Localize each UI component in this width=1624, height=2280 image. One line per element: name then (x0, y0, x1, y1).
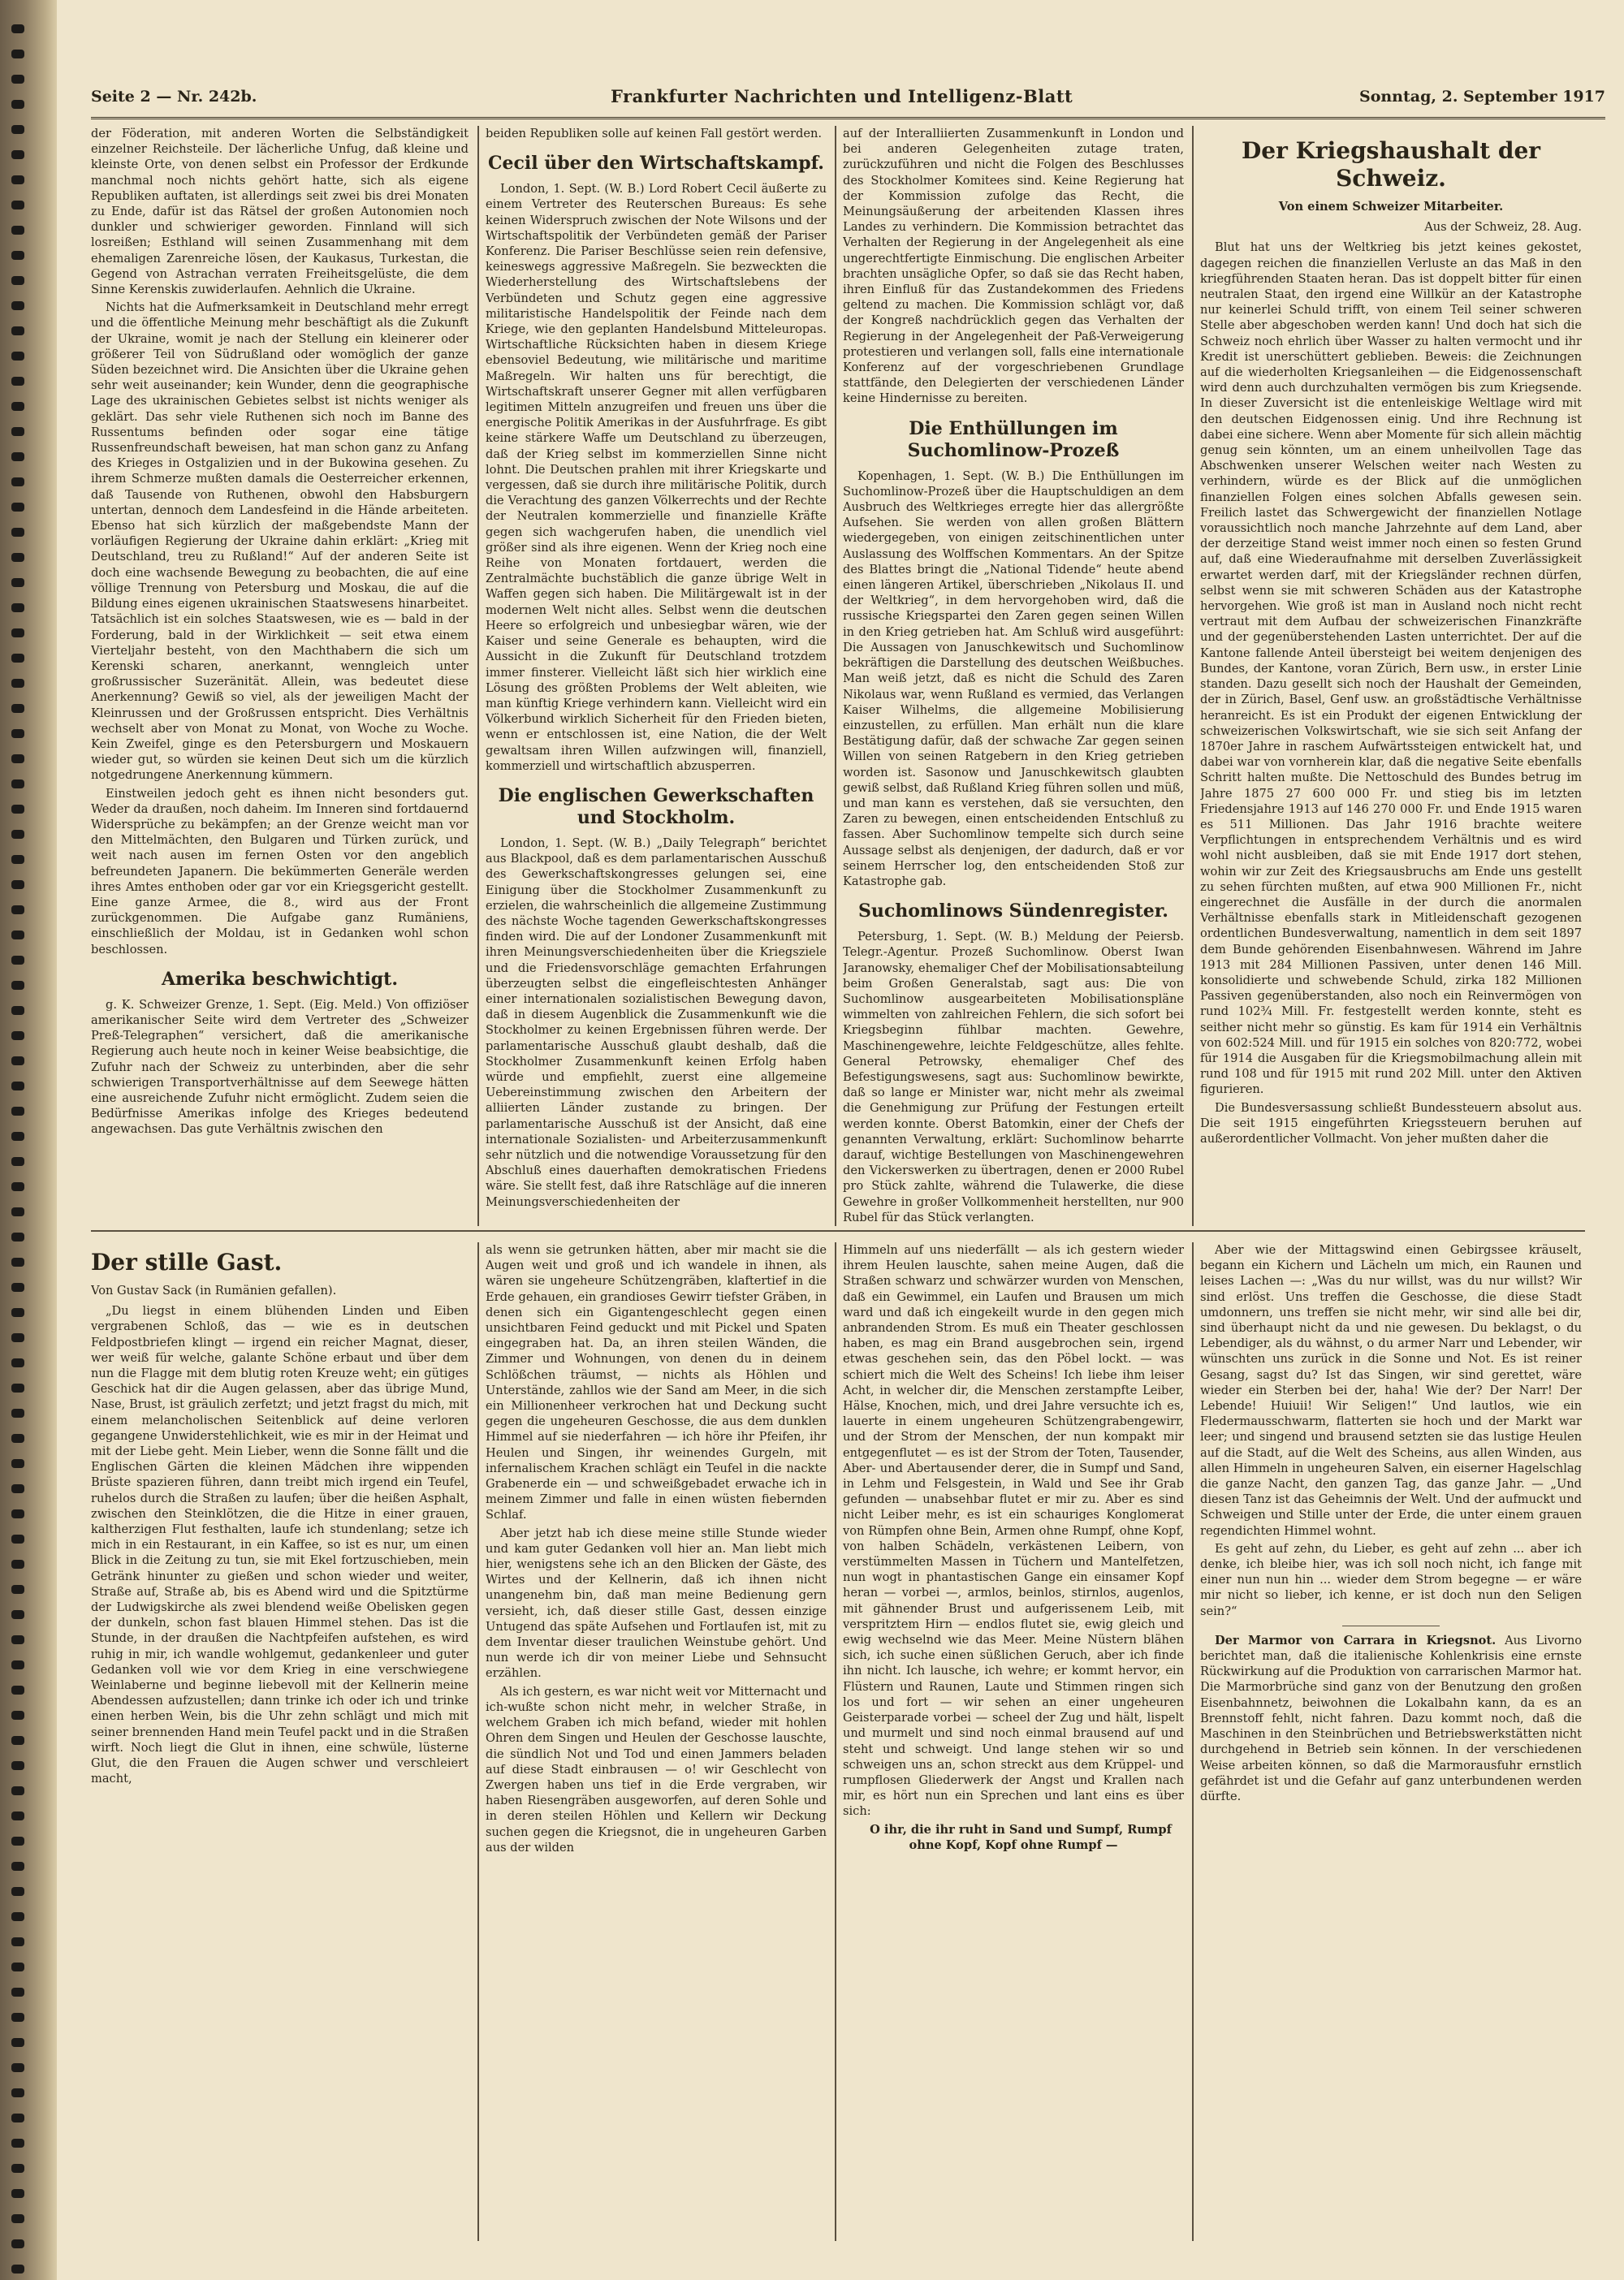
binding-hole (11, 1031, 24, 1040)
binding-hole (11, 251, 24, 260)
column-rule (1192, 126, 1194, 1226)
feuilleton-column-2 (486, 1242, 827, 2241)
story-paragraph: als wenn sie getrunken hätten, aber mir macht sie die Augen weit und groß und ich wandele in ihnen, als wären sie ungeheure Schützengräben, klaftertief in die Erde gehauen, ein grandioses Gewirr tiefster Gräben, in denen sich ein Gigantengeschlecht gegen einen unsichtbaren Feind geduckt und mit Pickel und Spaten eingegraben hat. Da, an ihren steilen Wänden, die Zimmer und Wohnungen, von denen du in deinem Schlößchen träumst, — nichts als Höhlen und Unterstände, zahllos wie der Sand am Meer, in die sich ein Millionenheer verkrochen hat und Deckung sucht gegen die ungeheuren Geschosse, die aus dem dunklen Himmel auf sie niederfahren — ich höre ihr Pfeifen, ihr Heulen und Singen, ihr weinendes Gurgeln, mit infernalischem Krachen schlägt ein Teufel in die nackte Grabenerde ein — und schweißgebadet erwache ich in meinem Zimmer und falle in einen wüsten fiebernden Schlaf. (486, 1243, 827, 1522)
story-paragraph: Als ich gestern, es war nicht weit vor Mitternacht und ich-wußte schon nicht mehr, in welcher Straße, in welchem Graben ich mich befand, wieder mit hohlen Ohren dem Singen und Heulen der Geschosse lauschte, die sündlich Not und Tod und einen Jammers beladen auf diese Stadt einbrausen — o! wir Geschlecht von Zwergen haben uns tief in die Erde vergraben, wir haben Riesengräben ausgeworfen, auf deren Sohle und in deren steilen Höhlen und Kellern wir Deckung suchen gegen die Kriegsnot, die in ungeheuren Garben aus der wilden (486, 1684, 827, 1855)
article-paragraph: Kopenhagen, 1. Sept. (W. B.) Die Enthüllungen im Suchomlinow-Prozeß über die Hauptschuldigen an dem Ausbruch des Weltkrieges erregte hier das allergrößte Aufsehen. Sie werden von allen großen Blättern wiedergegeben, von einigen zeitschinentlichen unter Auslassung des Wolffschen Kommentars. An der Spitze des Blattes bringt die „National Tidende“ heute abend einen längeren Artikel, überschrieben „Nikolaus II. und der Weltkrieg“, in dem hervorgehoben wird, daß die russische Kriegspartei den Zaren gegen seinen Willen in den Krieg getrieben hat. Am Schluß wird ausgeführt: Die Aussagen von Januschkewitsch und Suchomlinow bekräftigen die Darstellung des deutschen Weißbuches. Man weiß jetzt, daß es nicht die Schuld des Zaren Nikolaus war, wenn Rußland es vermied, das Verlangen Kaiser Wilhelms, die allgemeine Mobilisierung einzustellen, zu erfüllen. Man erhält nun die klare Bestätigung dafür, daß der schwache Zar gegen seinen Willen von seinen Ratgebern in den Krieg getrieben worden ist. Sasonow und Januschkewitsch glaubten gewiß selbst, daß Rußland Krieg führen sollen und müß, und man kann es verstehen, daß sie versuchten, den Zaren zu bewegen, einen entscheidenden Entschluß zu fassen. Aber Suchomlinow tempelte sich durch seine Aussage selbst als denjenigen, der dadurch, daß er vor seinem Herrscher log, den entscheidenden Stoß zur Katastrophe gab. (843, 469, 1184, 888)
binding-hole (11, 654, 24, 663)
binding-hole (11, 1157, 24, 1166)
headline-amerika: Amerika beschwichtigt. (161, 968, 399, 990)
news-item-body: Aus Livorno berichtet man, daß die italienische Kohlenkrisis eine ernste Rückwirkung auf die Produktion von carrarischen Marmor hat. Die Marmorbrüche sind ganz von der Benutzung den großen Eisenbahnnetz, beiwohnen die Lokalbahn kann, da es an Brennstoff fehlt, nicht fahren. Dazu kommt noch, daß die Maschinen in den Steinbrüchen und Betriebswerkstätten nicht durchgehend in Betrieb sein können. In der verschiedenen Weise arbeiten können, so daß die Marmorausfuhr ernstlich gefährdet ist und die Gefahr auf ganz unterbundenen werden dürfte. (1200, 1633, 1582, 1803)
article-paragraph: London, 1. Sept. (W. B.) Lord Robert Cecil äußerte zu einem Vertreter des Reuterschen Bureaus: Es sehe keinen Widerspruch zwischen der Note Wilsons und der Wirtschaftspolitik der Verbündeten gemäß der Pariser Konferenz. Die Pariser Beschlüsse seien rein defensive, keineswegs aggressive Maßregeln. Sie bezweckten die Wiederherstellung des Wirtschaftslebens der Verbündeten und Schutz gegen eine aggressive militaristische Handelspolitik der Feinde nach dem Kriege, wie den geplanten Handelsbund Mitteleuropas. Wirtschaftliche Rücksichten haben in diesem Kriege ebensoviel Bedeutung, wie militärische und maritime Maßregeln. Wir halten uns für berechtigt, die Wirtschaftskraft unserer Gegner mit allen verfügbaren legitimen Mitteln anzugreifen und freuen uns über die energische Politik Amerikas in der Ausfuhrfrage. Es gibt keine stärkere Waffe um Deutschland zu überzeugen, daß der Krieg selbst im kommerziellen Sinne nicht lohnt. Die Deutschen prahlen mit ihrer Kriegskarte und vergessen, daß sie durch ihre militärische Politik, durch die Verachtung des ganzen Völkerrechts und der Rechte der Neutralen kommerzielle und finanzielle Kräfte gegen sich wachgerufen haben, die unendlich viel größer sind als ihre eigenen. Wenn der Krieg noch eine Reihe von Monaten fortdauert, werden die Zentralmächte buchstäblich die ganze übrige Welt in Waffen gegen sich haben. Die Militärgewalt ist in der modernen Welt nicht alles. Selbst wenn die deutschen Heere so erfolgreich und unbesiegbar wären, wie der Kaiser und seine Generale es behaupten, wird die Aussicht in die Zukunft für Deutschland trotzdem immer finsterer. Vielleicht läßt sich hier wirklich eine Lösung des größten Problems der Welt ableiten, wie man künftig Kriege verhindern kann. Vielleicht wird ein Völkerbund wirklich Sicherheit für den Frieden bieten, wenn er entschlossen ist, eine Nation, die der Welt gewaltsam ihren Willen aufzwingen will, finanziell, kommerziell und wirtschaftlich abzusperren. (486, 182, 827, 773)
binding-hole (11, 1887, 24, 1896)
binding-hole (11, 905, 24, 914)
section-rule (91, 1230, 1585, 1232)
binding-hole (11, 2164, 24, 2173)
binding-hole (11, 50, 24, 58)
binding-hole (11, 679, 24, 688)
article-paragraph: Die Bundesversassung schließt Bundessteuern absolut aus. Die seit 1915 eingeführten Kriegssteuern beruhen auf außerordentlicher Vollmacht. Von jeher mußten daher die (1200, 1100, 1582, 1146)
binding-hole (11, 1509, 24, 1518)
binding-hole (11, 1107, 24, 1116)
headline-suchomlinow-prozess: Die Enthüllungen im Suchomlinow-Prozeß (907, 417, 1120, 461)
headline-suendenregister: Suchomlinows Sündenregister. (858, 900, 1168, 922)
article-continuation: der Föderation, mit anderen Worten die Selbständigkeit einzelner Reichsteile. Der lächerliche Unfug, daß kleine und kleinste Orte, von denen selbst ein Professor der Erdkunde manchmal noch nichts gehört hatte, sich als eigene Republiken auftaten, ist allerdings seit zwei bis drei Monaten zu Ende, dafür ist das Rätsel der großen Autonomien noch dunkler und schwieriger geworden. Finnland will sich losreißen; Esthland will seinen Zusammenhang mit dem ehemaligen Zarenreiche lösen, der Kaukasus, Turkestan, die Gegend von Astrachan verraten Freiheitsgelüste, die dem Sinne Kerenskis zuwiderlaufen. Aehnlich die Ukraine. (91, 127, 469, 297)
binding-hole (11, 2088, 24, 2097)
story-paragraph: Es geht auf zehn, du Lieber, es geht auf zehn ... aber ich denke, ich bleibe hier, was ich soll noch nicht, ich fange mit einer nun nun hin ... wieder dem Strom begegne — er wäre mir nicht so lieber, ich kenne, er ist doch nun den Seligen sein?“ (1200, 1541, 1582, 1618)
binding-hole (11, 553, 24, 562)
news-item (1200, 1633, 1582, 1804)
binding-hole (11, 578, 24, 587)
binding-hole (11, 1258, 24, 1267)
binding-hole (11, 427, 24, 436)
binding-hole (11, 1988, 24, 1997)
feuilleton-column-4 (1200, 1242, 1582, 2241)
binding-hole (11, 24, 24, 33)
binding-hole (11, 276, 24, 285)
binding-hole (11, 1560, 24, 1569)
binding-hole (11, 1207, 24, 1216)
binding-hole (11, 2239, 24, 2248)
article-paragraph: Blut hat uns der Weltkrieg bis jetzt keines gekostet, dagegen reichen die finanziellen Verluste an das Maß in den kriegführenden Staaten heran. Das ist doppelt bitter für einen neutralen Staat, den irgend eine Willkür an der Katastrophe nur keinerlei Schuld trifft, von einem Teil seiner schweren Stelle aber abgeschoben werden kann! Und doch hat sich die Schweiz noch ehrlich über Wasser zu halten vermocht und ihr Kredit ist unerschüttert geblieben. Beweis: die Zeichnungen auf die wiederholten Kriegsanleihen — die Eidgenossenschaft wird denn auch durchzuhalten vermögen bis zum Kriegsende. In dieser Zuversicht ist die entenleiskige Weltlage wird mit den deutschen Eidgenossen einig. Und ihre Rechnung ist dabei eine sichere. Wenn aber Momente für sich allein mächtig genug sein könnten, um an einem unheilvollen Tage das Abschwenken unserer Welschen weiter nach Westen zu verhindern, würde es der Blick auf die unmöglichen finanziellen Folgen eines solchen Abfalls gewesen sein. Freilich lastet das Schwergewicht der finanziellen Notlage voraussichtlich noch manche Jahrzehnte auf dem Land, aber der derzeitige Stand weist immer noch einen so festen Grund auf, daß eine Wiederaufnahme mit derselben Zuverlässigkeit erwartet werden darf, mit der Kriegsländer rechnen dürfen, selbst wenn sie mit schweren Schäden aus der Katastrophe hervorgehen. Wie groß ist man in Ausland noch nicht recht vertraut mit dem Aufbau der schweizerischen Finanzkräfte und der gegenüberstehenden Lasten unterrichtet. Der auf die Kantone fallende Anteil übersteigt bei weitem denjenigen des Bundes, der Kantone, voran Zürich, Bern usw., in erster Linie standen. Dazu gesellt sich noch der Haushalt der Gemeinden, der in Zürich, Basel, Genf usw. an großstädtische Verhältnisse heranreicht. Es ist ein Produkt der eigenen Entwicklung der schweizerischen Volkswirtschaft, wie sie sich seit Anfang der 1870er Jahre in raschem Aufwärtssteigen entwickelt hat, und dabei war von vornherein klar, daß die negative Seite ebenfalls Schritt halten mußte. Die Nettoschuld des Bundes betrug im Jahre 1875 27 600 000 Fr. und stieg bis im letzten Friedensjahre 1913 auf 146 270 000 Fr. und Ende 1915 waren es 511 Millionen. Das Jahr 1916 brachte weitere Verpflichtungen in entsprechendem Verhältnis und es wird wohl nicht ausbleiben, daß sie mit Ende 1917 dort stehen, wohin wir zur Zeit des Kriegsausbruchs am Ende uns gestellt zu sehen fürchten mußten, auf etwa 900 Millionen Fr., nicht eingerechnet die Ausfälle in der durch die anormalen Verhältnisse ebenfalls stark in Mitleidenschaft gezogenen ordentlichen Bundesverwaltung, namentlich in dem seit 1897 dem Bunde gehörenden Eisenbahnwesen. Während im Jahre 1913 mit 284 Millionen Passiven, unter denen 146 Mill. konsolidierte und schwebende Schuld, zirka 182 Millionen Passiven gegenüberstanden, also noch ein Reinvermögen von rund 102¾ Mill. Fr. festgestellt werden konnte, steht es seither nicht mehr so günstig. Es kam für 1914 ein Verhältnis von 602:524 Mill. und für 1915 ein solches von 820:772, wobei für 1914 die Ausgaben für die Kriegsmobilmachung allein mit rund 108 und für 1915 mit rund 202 Mill. unter den Aktiven figurieren. (1200, 240, 1582, 1097)
binding-hole (11, 754, 24, 763)
binding-hole (11, 150, 24, 159)
column-4 (1200, 126, 1582, 1226)
binding-hole (11, 452, 24, 461)
column-3 (843, 126, 1184, 1226)
binding-edge (0, 0, 57, 2280)
binding-hole (11, 1786, 24, 1795)
binding-hole (11, 2013, 24, 2022)
binding-hole (11, 1837, 24, 1846)
binding-hole (11, 1056, 24, 1065)
binding-hole (11, 628, 24, 637)
article-continuation: beiden Republiken solle auf keinen Fall gestört werden. (486, 127, 822, 140)
binding-hole (11, 2139, 24, 2148)
binding-hole (11, 704, 24, 713)
binding-hole (11, 1308, 24, 1317)
binding-hole (11, 1484, 24, 1493)
byline: Von einem Schweizer Mitarbeiter. (1278, 200, 1504, 214)
binding-hole (11, 1409, 24, 1418)
binding-hole (11, 1610, 24, 1619)
column-rule (835, 126, 836, 1226)
column-rule (477, 1242, 479, 2241)
story-verse: O ihr, die ihr ruht in Sand und Sumpf, Rumpf ohne Kopf, Kopf ohne Rumpf — (870, 1822, 1172, 1852)
masthead (91, 81, 1605, 119)
binding-hole (11, 1434, 24, 1443)
binding-hole (11, 1963, 24, 1971)
binding-hole (11, 603, 24, 612)
binding-hole (11, 1459, 24, 1468)
issue-date: Sonntag, 2. September 1917 (1358, 88, 1605, 106)
binding-hole (11, 931, 24, 939)
binding-hole (11, 1333, 24, 1342)
binding-hole (11, 1635, 24, 1644)
story-paragraph: Himmeln auf uns niederfällt — als ich gestern wieder ihrem Heulen lauschte, sahen meine Augen, daß die Straßen schwarz und schwärzer wurden von Menschen, daß ein Gewimmel, ein Laufen und Brausen um mich ward und daß ich eingekeilt wurde in den gegen mich anbrandenden Strom. Es muß ein Theater geschlossen haben, es mag ein Brand ausgebrochen sein, irgend etwas geschehen sein, das den Pöbel lockt. — was schiert mich die Welt des Scheins! Ich liebe ihm leiser Acht, in welcher dir, die Menschen zerstampfte Leiber, Hälse, Knochen, mich, und drei Jahre versuchte ich es, lauerte in einem ungeheuren Schützengrabengewirr, und der Strom der Menschen, der nun kompakt mir entgegenflutet — es ist der Strom der Toten, Tausender, Aber- und Abertausender derer, die in Sumpf und Sand, in Lehm und Felsgestein, in Wald und See ihr Grab gefunden — unabsehbar flutet er mir zu. Aber es sind nicht Leiber mehr, es ist ein schauriges Konglomerat von Rümpfen ohne Bein, Armen ohne Rumpf, ohne Kopf, von halben Schädeln, verkästenen Leibern, von verstümmelten Massen in Tüchern und Mantelfetzen, nun wogt in phantastischen Gange ein einsamer Kopf heran — vorbei —, armlos, beinlos, stirnlos, augenlos, mit gähnender Brust und aufgerissenem Leib, mit verspritztem Hirn — endlos flutet sie, ewig gleich und ewig wechselnd wie das Meer. Meine Nüstern blähen sich, ich suche einen süßlichen Geruch, aber ich finde ihn nicht. Ich lausche, ich wehre; er kommt hervor, ein Flüstern und Raunen, Laute und Stimmen ringen sich los und fort — wir sehen an einer ungeheuren Geisterparade vorbei — scheel der Zug und hält, lispelt und murmelt und sind noch einmal brausend auf und steht und schweigt. Und lange stehen wir so und schweigen uns an, schon streckt aus dem Krüppel- und rumpflosen Gliederwerk der Angst und Krallen nach mir, es hört nun ein Sprechen und lant eins es über sich: (843, 1243, 1184, 1819)
article-paragraph: Nichts hat die Aufmerksamkeit in Deutschland mehr erregt und die öffentliche Meinung mehr beschäftigt als die Zukunft der Ukraine, womit je nach der Stellung ein kleinerer oder größerer Teil von Südrußland oder womöglich der ganze Süden bezeichnet wird. Die Ansichten über die Ukraine gehen sehr weit auseinander; kein Wunder, denn die geographische Lage des ukrainischen Gebietes selbst ist nichts weniger als geklärt. Das sehr viele Ruthenen sich noch im Banne des Russentums befinden oder sogar eine tätige Russenfreundschaft beweisen, hat man schon ganz zu Anfang des Krieges in Ostgalizien und in der Bukowina gesehen. Zu ihrem Schmerze mußten damals die Oesterreicher erkennen, daß Tausende von Ruthenen, obwohl den Habsburgern untertan, dennoch dem Landesfeind in die Hände arbeiteten. Ebenso hat sich kürzlich der maßgebendste Mann der vorläufigen Regierung der Ukraine dahin erklärt: „Krieg mit Deutschland, treu zu Rußland!“ Auf der anderen Seite ist doch eine wachsende Bewegung zu beobachten, die auf eine völlige Trennung von Petersburg und Moskau, die auf die Bildung eines eigenen ukrainischen Staatswesens hinarbeitet. Tatsächlich ist ein solches Staatswesen, wie es — bald in der Forderung, bald in der Wirklichkeit — seit etwa einem Vierteljahr besteht, von den Machthabern die sich um Kerenski scharen, anerkannt, wenngleich unter großrussischer Suzeränität. Allein, was bedeutet diese Anerkennung? Gewiß so viel, als der jeweiligen Macht der Kleinrussen und der Großrussen entspricht. Dies Verhältnis wechselt aber von Monat zu Monat, von Woche zu Woche. Kein Zweifel, ginge es den Petersburgern und Moskauern wieder gut, so würden sie keinen Deut sich um die kürzlich notgedrungene Anerkennung kümmern. (91, 300, 469, 783)
feuilleton-column-1 (91, 1242, 469, 2241)
binding-hole (11, 1384, 24, 1393)
binding-hole (11, 880, 24, 889)
headline-stille-gast: Der stille Gast. (91, 1249, 283, 1276)
binding-hole (11, 352, 24, 361)
binding-hole (11, 1535, 24, 1544)
news-item-head: Der Marmor von Carrara in Kriegsnot. (1215, 1633, 1497, 1647)
story-paragraph: „Du liegst in einem blühenden Linden und Eiben vergrabenen Schloß, das — wie es in deutschen Feldpostbriefen klingt — irgend ein reicher Magnat, dieser, wer weiß für welche, galante Schöne erbaut und über dem nun die Flagge mit dem blutig roten Kreuze weht; ein gütiges Geschick hat dir die Augen gelassen, aber das übrige Mund, Nase, Brust, ist gräulich zerfetzt; und jetzt fragst du mich, mit einem melancholischen Seitenblick auf deine verloren gegangene Unwiderstehlichkeit, wie es mir in der Heimat und mit der Liebe geht. Mein Lieber, wenn die Sonne fällt und die Englischen Gärten die kleinen Mädchen ihre wippenden Brüste spazieren führen, dann treibt mich irgend ein Teufel, ruhelos durch die Straßen zu laufen; über die heißen Asphalt, zwischen den Steinklötzen, die die Hitze in einer grauen, kaltherzigen Flut festhalten, laufe ich stundenlang; setze ich mich in ein Restaurant, in ein Kaffee, so ist es nur, um einen Blick in die Zeitung zu tun, sie mit Ekel fortzuschieben, mein Getränk hinunter zu gießen und schon wieder und weiter, Straße auf, Straße ab, bis es Abend wird und die Spitztürme der Ludwigskirche als zwei blendend weiße Obelisken gegen der dunkeln, schon fast blauen Himmel stehen. Das ist die Stunde, in der draußen die Nachtpfeifen aufstehen, es wird ruhig in mir, ich wandle wohlgemut, gedankenleer und guter Gedanken voll wie vor dem Krieg in eine verschwiegene Weinlaberne und beginne liebevoll mit der Kellnerin meine Abendessen aufzustellen; dann trinke ich oder ich und trinke einen herben Wein, bis die Uhr zehn schlägt und mich mit seiner brennenden Hand mein Teufel packt und in die Straßen wirft. Noch liegt die Glut in ihnen, eine schwüle, lüsterne Glut, die den Frauen die Augen schwer und verschleiert macht, (91, 1304, 469, 1786)
story-paragraph: Aber wie der Mittagswind einen Gebirgssee kräuselt, begann ein Kichern und Lächeln um mich, ein Raunen und leises Lachen —: „Was du nur willst, was du nur willst? Wir sind erlöst. Uns treffen die Geschosse, die diese Stadt umdonnern, uns treffen sie nicht mehr, wir sind alle bei dir, sind überhaupt nicht da und nie gewesen. Du beklagst, o du Lebendiger, als du wähnst, o du armer Narr und Lebender, wir wünschten uns zurück in die Sonne und Not. Es ist reiner Gesang, sagst du? Ist das Singen, wir sind gerettet, wäre wieder ein Sterben bei der, haha! Wie der? Der Narr! Der Lebende! Huiuii! Wir Seligen!“ Und lautlos, wie ein Fledermausschwarm, flatterten sie hoch und der Markt war leer; und singend und brausend setzten sie das lustige Heulen auf die Stadt, auf die Welt des Scheins, aus allen Winden, aus allen Himmeln in ungeheuren Salven, ein eiserner Hagelschlag die ganze Nacht, den ganzen Tag, das ganze Jahr. — „Und diesen Tanz ist das Geheimnis der Welt. Und der aufmuckt und Schweigen und Stille unter der Erde, die unter einem grauen regendichten Himmel wohnt. (1200, 1243, 1582, 1538)
binding-hole (11, 1358, 24, 1367)
binding-hole (11, 729, 24, 738)
binding-hole (11, 779, 24, 788)
feuilleton-column-3 (843, 1242, 1184, 2241)
byline: Von Gustav Sack (in Rumänien gefallen). (91, 1284, 337, 1298)
binding-hole (11, 981, 24, 990)
binding-hole (11, 1736, 24, 1745)
newspaper-title: Frankfurter Nachrichten und Intelligenz-Blatt (611, 86, 1073, 106)
binding-hole (11, 1660, 24, 1669)
binding-hole (11, 1082, 24, 1090)
binding-hole (11, 1283, 24, 1292)
binding-hole (11, 326, 24, 335)
binding-hole (11, 2063, 24, 2072)
dateline: Aus der Schweiz, 28. Aug. (1424, 220, 1582, 235)
binding-hole (11, 1686, 24, 1695)
binding-hole (11, 503, 24, 512)
binding-hole (11, 175, 24, 184)
binding-hole (11, 1132, 24, 1141)
binding-hole (11, 830, 24, 839)
column-rule (477, 126, 479, 1226)
binding-hole (11, 477, 24, 486)
column-2 (486, 126, 827, 1226)
article-paragraph: Einstweilen jedoch geht es ihnen nicht besonders gut. Weder da draußen, noch daheim. Im Inneren sind fortdauernd Widersprüche zu bekämpfen; an der Grenze weicht man vor den Mittelmächten, den Bulgaren und Türken zurück, und weit nach ausen im fernen Osten vor den angeblich befreundeten Japanern. Die bekümmerten Generäle werden ihres Amtes enthoben oder gar vor ein Kriegsgericht gestellt. Eine ganze Armee, die 8., wird aus der Front zurückgenommen. Die Aufgabe ganz Rumäniens, einschließlich der Moldau, ist in Gedanken wohl schon beschlossen. (91, 786, 469, 956)
story-paragraph: Aber jetzt hab ich diese meine stille Stunde wieder und kam guter Gedanken voll hier an. Man liebt mich hier, wenigstens sehe ich an den Blicken der Gäste, des Wirtes und der Kellnerin, daß ich ihnen nicht unangenehm bin, daß man meine Bedienung gern versieht, ich, daß dieser stille Gast, dessen einzige Untugend das späte Aufsehen und Fortlaufen ist, mit zu dem Inventar dieser traulichen Weinstube gehört. Und nun werde ich dir von meiner Liebe und Sehnsucht erzählen. (486, 1526, 827, 1681)
binding-hole (11, 1912, 24, 1921)
binding-hole (11, 226, 24, 235)
column-1 (91, 126, 469, 1226)
binding-hole (11, 402, 24, 411)
binding-hole (11, 2189, 24, 2198)
binding-hole (11, 1937, 24, 1946)
binding-hole (11, 1862, 24, 1871)
binding-hole (11, 1182, 24, 1191)
binding-hole (11, 201, 24, 209)
binding-hole (11, 301, 24, 310)
binding-hole (11, 1233, 24, 1241)
binding-hole (11, 2114, 24, 2122)
article-paragraph: London, 1. Sept. (W. B.) „Daily Telegraph“ berichtet aus Blackpool, daß es dem parlamentarischen Ausschuß des Gewerkschaftskongresses gelungen sei, eine Einigung über die Stockholmer Zusammenkunft zu erzielen, die wahrscheinlich die allgemeine Zustimmung des nächste Woche tagenden Gewerkschaftskongresses finden wird. Die auf der Londoner Zusammenkunft mit ihren Meinungsverschiedenheiten über die Kriegsziele und die Friedensvorschläge gemachten Erfahrungen überzeugten selbst die eingefleischtesten Anhänger einer internationalen sozialistischen Bewegung davon, daß in diesem Augenblick die Zusammenkunft wie die Stockholmer zu keinen Ergebnissen führen werde. Der parlamentarische Ausschuß glaubt deshalb, daß die Stockholmer Zusammenkunft keinen Erfolg haben würde und empfiehlt, zuerst eine allgemeine Uebereinstimmung zwischen den Arbeitern der alliierten Länder zustande zu bringen. Der parlamentarische Ausschuß ist der Ansicht, daß eine internationale Sozialisten- und Arbeiterzusammenkunft sehr nützlich und die notwendige Voraussetzung für den Abschluß eines dauerhaften demokratischen Friedens wäre. Sie stellt fest, daß ihre Ratschläge auf die inneren Meinungsverschiedenheiten der (486, 836, 827, 1209)
article-continuation: auf der Interalliierten Zusammenkunft in London und bei anderen Gelegenheiten zutage traten, zurückzuführen und nicht die Folgen des Beschlusses des Stockholmer Komitees sind. Keine Regierung hat der Kommission zufolge das Recht, die Meinungsäußerung der arbeitenden Klassen ihres Landes zu verhindern. Die Kommission betrachtet das Verhalten der Regierung in der Angelegenheit als eine ungerechtfertigte Einmischung. Die englischen Arbeiter brachten unsägliche Opfer, so daß sie das Recht haben, ihren Einfluß für das Zustandekommen des Friedens geltend zu machen. Die Kommission schlägt vor, daß der Kongreß nachdrücklich gegen das Verhalten der Regierung in der Angelegenheit der Paß-Verweigerung protestieren und verlangen soll, falls eine internationale Konferenz auf der vorgeschriebenen Grundlage stattfände, den Delegierten der verschiedenen Länder keine Hindernisse zu bereiten. (843, 127, 1184, 406)
binding-hole (11, 2038, 24, 2047)
binding-hole (11, 956, 24, 965)
binding-hole (11, 1811, 24, 1820)
binding-hole (11, 75, 24, 84)
page-number: Seite 2 — Nr. 242b. (91, 88, 257, 106)
binding-hole (11, 1711, 24, 1720)
binding-hole (11, 125, 24, 134)
article-paragraph: Petersburg, 1. Sept. (W. B.) Meldung der Peiersb. Telegr.-Agentur. Prozeß Suchomlinow. Oberst Iwan Jaranowsky, ehemaliger Chef der Mobilisationsabteilung beim Großen Generalstab, sagt aus: Die von Suchomlinow ausgearbeiteten Mobilisationspläne wimmelten von zahlreichen Fehlern, die sich sofort bei Kriegsbeginn fühlbar machten. Gewehre, Maschinengewehre, leichte Feldgeschütze, alles fehlte. General Petrowsky, ehemaliger Chef des Befestigungswesens, sagt aus: Suchomlinow bewirkte, daß so lange er Minister war, nicht mehr als zweimal die Genehmigung zur Prüfung der Festungen erteilt werden konnte. Oberst Batomkin, einer der Chefs der genannten Verwaltung, erklärt: Suchomlinow beharrte darauf, wichtige Bestellungen von Maschinengewehren den Vickerswerken zu übertragen, denen er 2000 Rubel pro Stück zahlte, während die Tulawerke, die diese Gewehre in großer Vollkommenheit herstellten, nur 900 Rubel für das Stück verlangten. (843, 930, 1184, 1224)
headline-gewerkschaften: Die englischen Gewerkschaften und Stockholm. (498, 784, 814, 828)
binding-hole (11, 1585, 24, 1594)
binding-hole (11, 1006, 24, 1015)
column-rule (1192, 1242, 1194, 2241)
binding-hole (11, 528, 24, 537)
binding-hole (11, 377, 24, 386)
binding-hole (11, 855, 24, 864)
column-rule (835, 1242, 836, 2241)
binding-hole (11, 2265, 24, 2274)
binding-hole (11, 2214, 24, 2223)
article-paragraph: g. K. Schweizer Grenze, 1. Sept. (Eig. Meld.) Von offiziöser amerikanischer Seite wird dem Vertreter des „Schweizer Preß-Telegraphen“ versichert, daß die amerikanische Regierung auch heute noch in keiner Weise beabsichtige, die Zufuhr nach der Schweiz zu unterbinden, aber die sehr schwierigen Transportverhältnisse auf dem Seewege hätten eine ausreichende Zufuhr nicht ermöglicht. Zudem seien die Bedürfnisse Amerikas infolge des Krieges bedeutend angewachsen. Das gute Verhältnis zwischen den (91, 997, 469, 1137)
headline-kriegshaushalt: Der Kriegshaushalt der Schweiz. (1241, 137, 1541, 192)
binding-hole (11, 1761, 24, 1770)
binding-hole (11, 805, 24, 814)
headline-cecil: Cecil über den Wirtschaftskampf. (488, 153, 824, 175)
binding-hole (11, 100, 24, 109)
